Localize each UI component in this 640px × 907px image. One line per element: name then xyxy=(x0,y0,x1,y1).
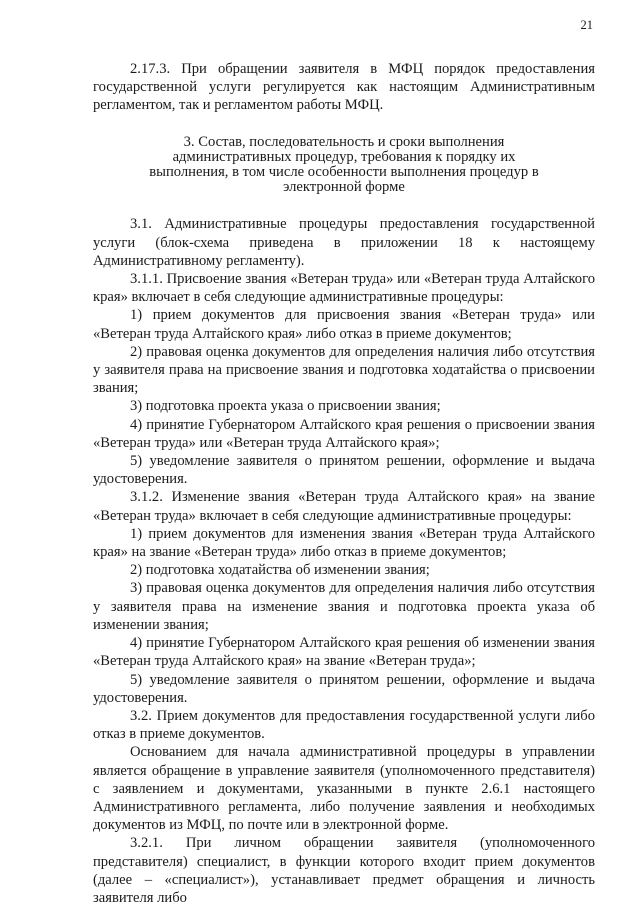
paragraph: 3.1. Административные процедуры предоставления государственной услуги (блок-схема приведена в приложении 18 к настоящему Административному регламенту). xyxy=(93,216,595,269)
paragraph: 3) подготовка проекта указа о присвоении звания; xyxy=(130,398,441,415)
paragraph: 1) прием документов для изменения звания «Ветеран труда Алтайского края» на звание «Ветеран труда» либо отказ в приеме документов; xyxy=(93,525,595,561)
section-heading: 3. Состав, последовательность и сроки выполнения административных процедур, требования к порядку их выполнения, в том числе особенности выполнения процедур в электронной форме xyxy=(149,133,539,196)
page-number: 21 xyxy=(580,18,593,32)
document-body xyxy=(93,60,595,907)
paragraph: 3.1.1. Присвоение звания «Ветеран труда» или «Ветеран труда Алтайского края» включает в себя следующие административные процедуры: xyxy=(93,271,595,306)
paragraph: 2) подготовка ходатайства об изменении звания; xyxy=(130,562,430,579)
paragraph: 4) принятие Губернатором Алтайского края решения о присвоении звания «Ветеран труда» или «Ветеран труда Алтайского края»; xyxy=(93,416,595,451)
paragraph: 1) прием документов для присвоения звания «Ветеран труда» или «Ветеран труда Алтайского края» либо отказ в приеме документов; xyxy=(93,307,595,342)
paragraph: 3.2. Прием документов для предоставления государственной услуги либо отказ в приеме документов. xyxy=(93,707,595,743)
paragraph: 5) уведомление заявителя о принятом решении, оформление и выдача удостоверения. xyxy=(93,453,595,488)
paragraph: 4) принятие Губернатором Алтайского края решения об изменении звания «Ветеран труда Алтайского края» на звание «Ветеран труда»; xyxy=(93,635,595,670)
paragraph: Основанием для начала административной процедуры в управлении является обращение в управление заявителя (уполномоченного представителя) с заявлением и документами, указанными в пункте 2.6.1 настоящего Административного регламента, либо получение заявления и необходимых документов из МФЦ, по почте или в электронной форме. xyxy=(93,744,595,834)
intro-paragraph: 2.17.3. При обращении заявителя в МФЦ порядок предоставления государственной услуги регулируется как настоящим Административным регламентом, так и регламентом работы МФЦ. xyxy=(93,61,595,114)
paragraph: 5) уведомление заявителя о принятом решении, оформление и выдача удостоверения. xyxy=(93,671,595,706)
paragraph: 2) правовая оценка документов для определения наличия либо отсутствия у заявителя права на присвоение звания и подготовка ходатайства о присвоении звания; xyxy=(93,343,595,397)
paragraph: 3) правовая оценка документов для определения наличия либо отсутствия у заявителя права на изменение звания и подготовка проекта указа об изменении звания; xyxy=(93,580,595,633)
paragraph: 3.1.2. Изменение звания «Ветеран труда Алтайского края» на звание «Ветеран труда» включает в себя следующие административные процедуры: xyxy=(93,489,595,524)
paragraph: 3.2.1. При личном обращении заявителя (уполномоченного представителя) специалист, в функции которого входит прием документов (далее – «специалист»), устанавливает предмет обращения и личность заявителя либо xyxy=(93,835,595,906)
